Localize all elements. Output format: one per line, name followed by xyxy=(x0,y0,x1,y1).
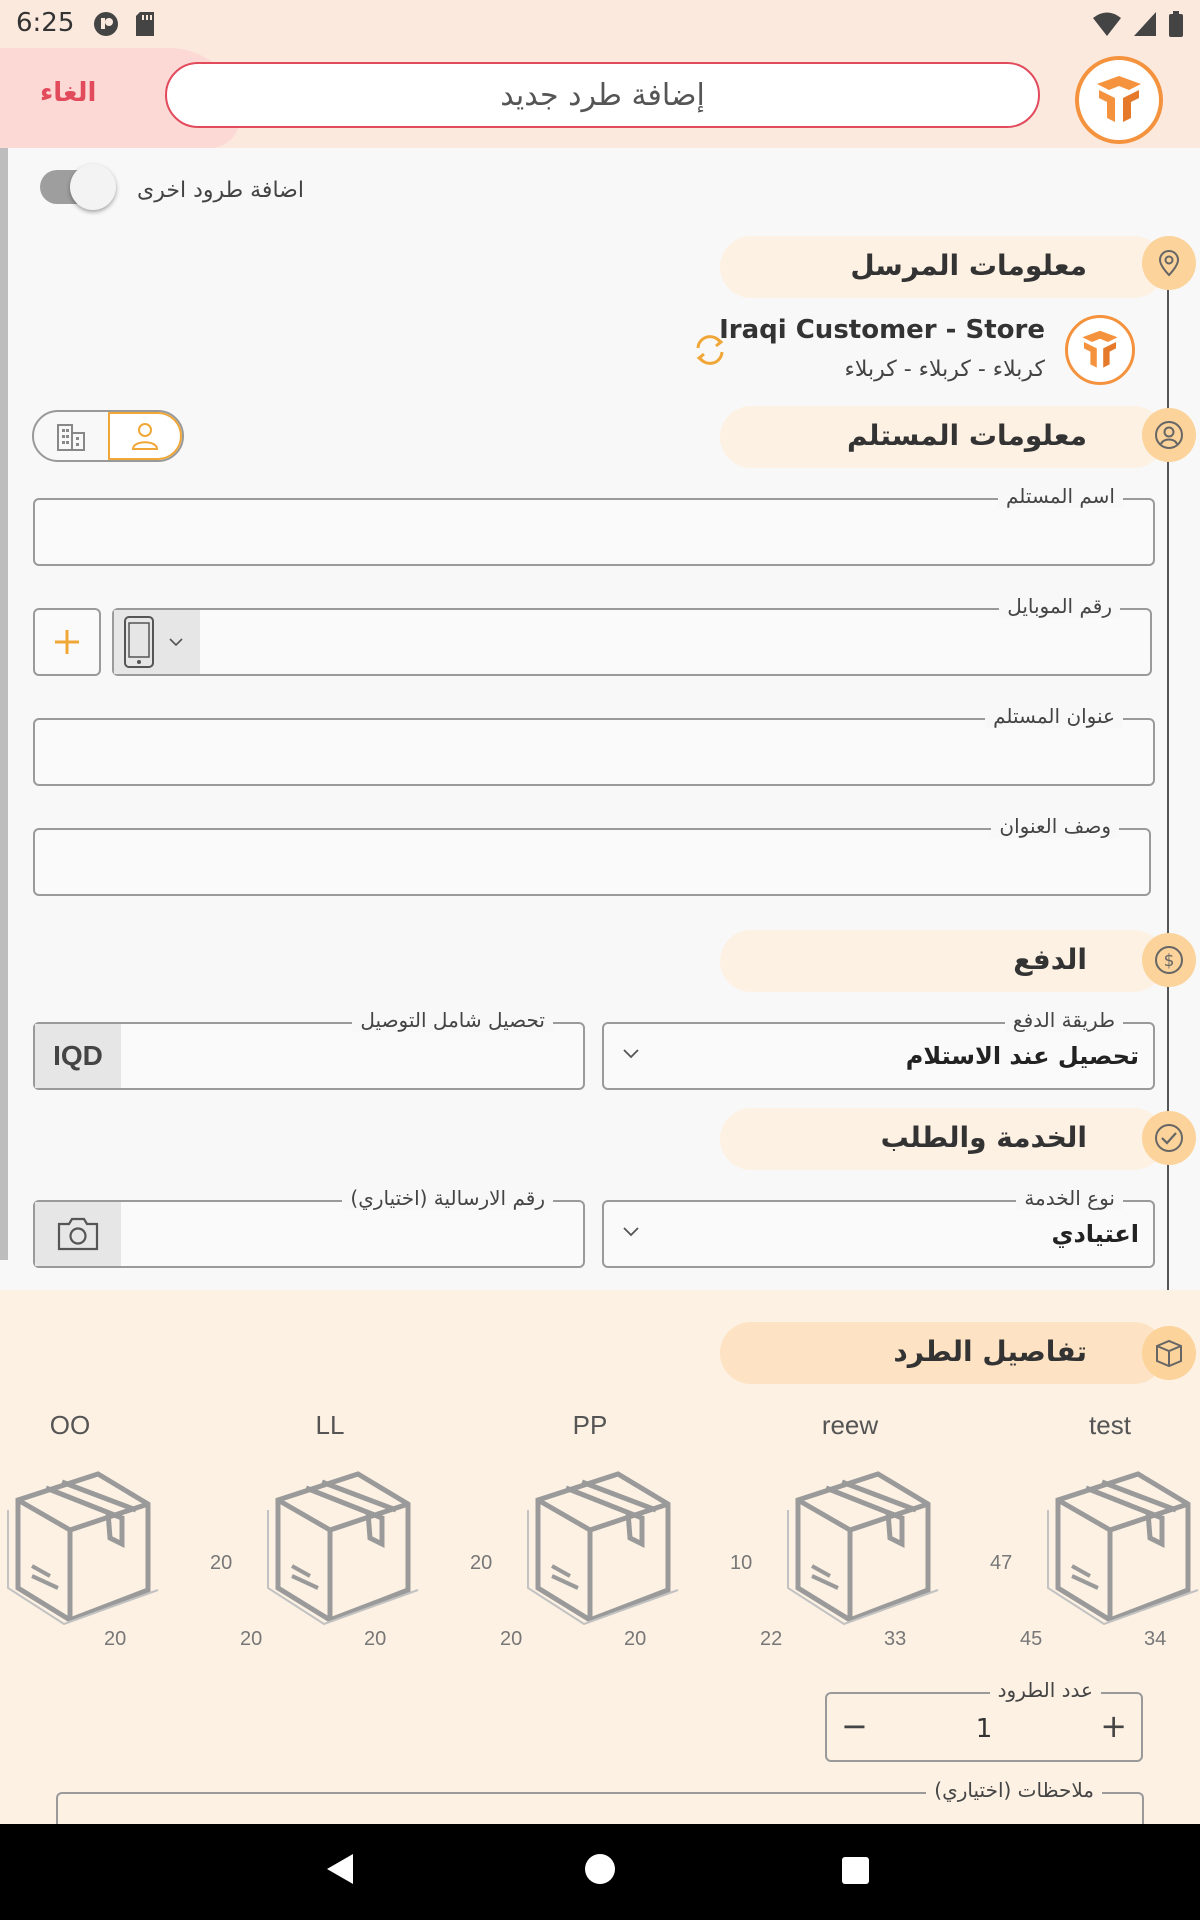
parcel-card[interactable] xyxy=(990,1410,1200,1660)
home-icon[interactable] xyxy=(585,1854,615,1884)
parcel-length: 45 xyxy=(1020,1628,1043,1650)
parcel-width: 33 xyxy=(884,1628,907,1650)
service-type-label: نوع الخدمة xyxy=(1016,1186,1123,1210)
shipment-number-field[interactable] xyxy=(33,1186,585,1268)
parcel-card[interactable] xyxy=(470,1410,710,1660)
recent-apps-icon[interactable] xyxy=(842,1857,869,1884)
recipient-name-field[interactable] xyxy=(33,484,1155,566)
parcel-length: 20 xyxy=(500,1628,523,1650)
cancel-button[interactable]: الغاء xyxy=(40,78,97,108)
chevron-down-icon xyxy=(622,1224,640,1238)
address-description-field[interactable] xyxy=(33,814,1151,896)
service-section-title: الخدمة والطلب xyxy=(880,1121,1087,1154)
recipient-address-field[interactable] xyxy=(33,704,1155,786)
recipient-section-title: معلومات المستلم xyxy=(846,419,1087,452)
person-icon xyxy=(128,419,162,453)
parcel-box-icon xyxy=(258,1460,428,1630)
service-type-value[interactable]: اعتيادي xyxy=(1051,1220,1139,1248)
parcel-section-title: تفاصيل الطرد xyxy=(893,1335,1087,1368)
currency-label: IQD xyxy=(35,1024,121,1088)
camera-button[interactable] xyxy=(35,1202,121,1266)
parcel-width: 34 xyxy=(1144,1628,1167,1650)
parcel-length: 22 xyxy=(760,1628,783,1650)
collect-amount-field[interactable] xyxy=(33,1008,585,1090)
payment-method-select[interactable] xyxy=(602,1008,1155,1090)
status-time: 6:25 xyxy=(16,8,75,38)
notes-label: ملاحظات (اختياري) xyxy=(926,1778,1102,1802)
sender-section-title: معلومات المرسل xyxy=(850,249,1087,282)
parcel-name: PP xyxy=(572,1410,608,1440)
logo-icon xyxy=(1089,70,1149,130)
business-option[interactable] xyxy=(34,412,108,460)
package-icon xyxy=(1142,1326,1196,1380)
parcel-height: 47 xyxy=(990,1552,1013,1574)
signal-icon xyxy=(1132,10,1158,42)
app-header xyxy=(0,48,1200,148)
toggle-knob[interactable] xyxy=(70,164,116,210)
sd-card-icon xyxy=(134,10,156,42)
status-bar xyxy=(0,0,1200,48)
system-nav-bar xyxy=(0,1824,1200,1920)
parcel-count-stepper[interactable] xyxy=(825,1678,1143,1762)
svg-text:$: $ xyxy=(1163,951,1175,971)
parcel-width: 20 xyxy=(624,1628,647,1650)
parcel-name: test xyxy=(1089,1410,1131,1440)
parcel-card[interactable] xyxy=(210,1410,450,1660)
recipient-type-toggle[interactable] xyxy=(32,410,184,462)
parcel-count-label: عدد الطرود xyxy=(990,1678,1101,1702)
parcel-box-icon xyxy=(778,1460,948,1630)
notification-icon xyxy=(92,10,120,42)
camera-icon xyxy=(55,1215,101,1253)
payment-section-title: الدفع xyxy=(1013,943,1087,976)
store-logo-icon xyxy=(1076,326,1124,374)
parcel-width: 20 xyxy=(104,1628,127,1650)
add-more-label: اضافة طرود اخرى xyxy=(137,178,304,203)
service-type-select[interactable] xyxy=(602,1186,1155,1268)
building-icon xyxy=(54,419,88,453)
mobile-phone-icon xyxy=(122,615,156,669)
recipient-section-header xyxy=(720,406,1165,468)
parcel-width: 20 xyxy=(364,1628,387,1650)
sender-name: Iraqi Customer - Store xyxy=(719,315,1045,345)
parcel-box-icon xyxy=(0,1460,168,1630)
parcel-box-icon xyxy=(1038,1460,1200,1630)
mobile-field[interactable] xyxy=(112,594,1152,676)
sender-address: كربلاء - كربلاء - كربلاء xyxy=(844,357,1045,382)
parcel-height: 20 xyxy=(470,1552,493,1574)
parcel-box-icon xyxy=(518,1460,688,1630)
parcel-name: reew xyxy=(821,1410,879,1440)
parcel-height: 20 xyxy=(210,1552,233,1574)
toggle-track[interactable] xyxy=(40,170,110,204)
collect-amount-label: تحصيل شامل التوصيل xyxy=(352,1008,553,1032)
chevron-down-icon xyxy=(168,636,184,648)
plus-icon xyxy=(52,627,82,657)
user-circle-icon xyxy=(1142,408,1196,462)
service-section-header xyxy=(720,1108,1165,1170)
parcel-card[interactable] xyxy=(0,1410,190,1660)
location-pin-icon xyxy=(1142,236,1196,290)
check-circle-icon xyxy=(1142,1111,1196,1165)
phone-type-select[interactable] xyxy=(114,610,200,674)
scroll-indicator xyxy=(0,148,8,1260)
recipient-address-label: عنوان المستلم xyxy=(985,704,1123,728)
parcel-name: LL xyxy=(315,1410,345,1440)
sender-section-header xyxy=(720,236,1165,298)
address-description-label: وصف العنوان xyxy=(991,814,1119,838)
recipient-name-label: اسم المستلم xyxy=(998,484,1123,508)
payment-method-label: طريقة الدفع xyxy=(1005,1008,1123,1032)
shipment-number-label: رقم الارسالية (اختياري) xyxy=(342,1186,553,1210)
parcel-name: OO xyxy=(49,1410,91,1440)
payment-method-value[interactable]: تحصيل عند الاستلام xyxy=(905,1042,1139,1070)
battery-icon xyxy=(1168,10,1184,42)
mobile-label: رقم الموبايل xyxy=(999,594,1120,618)
wifi-icon xyxy=(1092,10,1122,42)
parcel-count-value[interactable]: 1 xyxy=(975,1714,993,1744)
dollar-circle-icon xyxy=(1142,933,1196,987)
person-option[interactable] xyxy=(108,412,182,460)
chevron-down-icon xyxy=(622,1046,640,1060)
increment-button[interactable]: + xyxy=(1100,1707,1127,1745)
page-title: إضافة طرد جديد xyxy=(165,62,1040,128)
sender-logo xyxy=(1065,315,1135,385)
add-phone-button[interactable] xyxy=(33,608,101,676)
payment-section-header xyxy=(720,930,1165,992)
parcel-height: 10 xyxy=(730,1552,753,1574)
parcel-section-header xyxy=(720,1322,1165,1384)
parcel-card[interactable] xyxy=(730,1410,970,1660)
parcel-length: 20 xyxy=(240,1628,263,1650)
decrement-button[interactable]: − xyxy=(841,1707,868,1745)
app-logo xyxy=(1075,56,1163,144)
add-more-toggle[interactable] xyxy=(40,170,110,204)
back-icon[interactable] xyxy=(325,1852,355,1890)
